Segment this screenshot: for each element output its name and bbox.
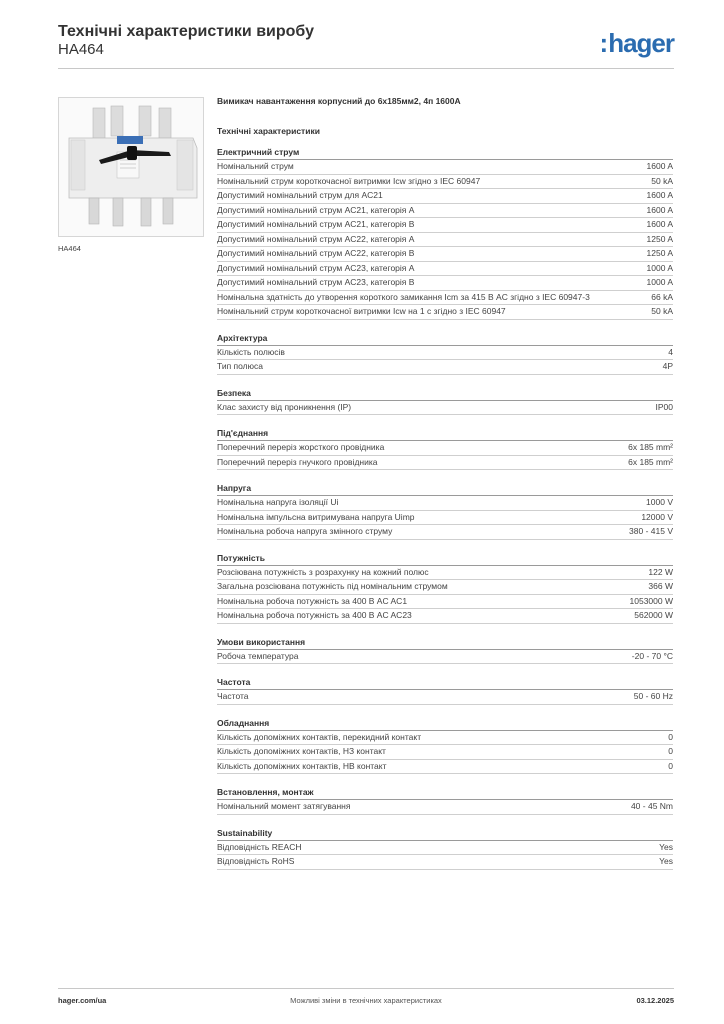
hager-logo: :hager [599, 28, 674, 58]
spec-value: 50 kA [651, 306, 673, 316]
spec-row [217, 841, 673, 856]
spec-row [217, 346, 673, 361]
spec-row [217, 401, 673, 416]
spec-label: Номінальний момент затягування [217, 801, 351, 811]
switch-disconnector-illustration [59, 98, 203, 236]
spec-value: 122 W [648, 566, 673, 577]
section-title: Під'єднання [217, 428, 673, 441]
spec-section [217, 333, 673, 375]
spec-label: Загальна розсіювана потужність під номінальним струмом [217, 581, 448, 591]
spec-value: 66 kA [651, 291, 673, 302]
spec-row [217, 262, 673, 277]
spec-label: Кількість полюсів [217, 346, 285, 357]
spec-label: Номінальна робоча потужність за 400 В AC AC23 [217, 610, 412, 620]
spec-value: IP00 [655, 401, 673, 412]
spec-label: Тип полюса [217, 361, 263, 371]
spec-row [217, 456, 673, 471]
spec-row [217, 276, 673, 291]
spec-row [217, 204, 673, 219]
spec-value: 4 [668, 346, 673, 357]
spec-section [217, 388, 673, 416]
section-title: Електричний струм [217, 147, 673, 160]
spec-value: 1000 A [646, 262, 673, 273]
section-title: Безпека [217, 388, 673, 401]
spec-value: -20 - 70 °C [631, 650, 673, 661]
spec-value: 6x 185 mm² [628, 456, 673, 467]
spec-row [217, 800, 673, 815]
product-code: HA464 [58, 41, 104, 58]
spec-section [217, 483, 673, 540]
header-divider [58, 68, 674, 69]
spec-label: Допустимий номінальний струм AC22, категорія A [217, 233, 415, 244]
section-title: Обладнання [217, 718, 673, 731]
spec-row [217, 247, 673, 262]
spec-label: Допустимий номінальний струм AC22, категорія B [217, 248, 415, 258]
spec-value: 6x 185 mm² [628, 442, 673, 452]
spec-value: 50 - 60 Hz [633, 691, 673, 701]
spec-content [217, 95, 673, 870]
spec-label: Допустимий номінальний струм AC23, категорія A [217, 262, 415, 273]
spec-value: 380 - 415 V [629, 526, 673, 536]
spec-label: Допустимий номінальний струм AC23, категорія B [217, 277, 415, 287]
spec-value: 1600 A [646, 161, 673, 171]
spec-section [217, 787, 673, 815]
section-title: Частота [217, 677, 673, 690]
spec-label: Кількість допоміжних контактів, НЗ контакт [217, 746, 386, 756]
spec-row [217, 189, 673, 204]
spec-label: Номінальна здатність до утворення короткого замикання Icm за 415 В AC згідно з IEC 60947-3 [217, 291, 590, 302]
spec-value: Yes [659, 841, 673, 852]
spec-label: Номінальна імпульсна витримувана напруга Uimp [217, 511, 415, 522]
spec-value: 40 - 45 Nm [630, 801, 673, 811]
product-image [58, 97, 204, 237]
spec-row [217, 233, 673, 248]
spec-value: 0 [668, 760, 673, 771]
spec-value: 1250 A [646, 248, 673, 258]
spec-row [217, 175, 673, 190]
spec-label: Допустимий номінальний струм для AC21 [217, 190, 383, 200]
spec-row [217, 650, 673, 665]
spec-section [217, 828, 673, 870]
spec-row [217, 760, 673, 775]
spec-value: 1053000 W [629, 595, 673, 606]
spec-row [217, 496, 673, 511]
spec-value: 12000 V [641, 511, 673, 522]
spec-row [217, 595, 673, 610]
spec-value: 1000 V [646, 497, 673, 507]
spec-label: Номінальна робоча напруга змінного струму [217, 526, 393, 536]
spec-label: Номінальний струм [217, 161, 294, 171]
section-title: Умови використання [217, 637, 673, 650]
spec-label: Відповідність RoHS [217, 856, 295, 866]
spec-row [217, 731, 673, 746]
spec-label: Допустимий номінальний струм AC21, категорія B [217, 219, 415, 229]
page-title: Технічні характеристики виробу [58, 23, 314, 40]
footer-website: hager.com/ua [58, 996, 107, 1005]
spec-label: Кількість допоміжних контактів, НВ контакт [217, 760, 387, 771]
spec-row [217, 580, 673, 595]
spec-label: Розсіювана потужність з розрахунку на кожний полюс [217, 566, 429, 577]
footer-notice: Можливі зміни в технічних характеристиках [290, 996, 442, 1005]
spec-section [217, 553, 673, 624]
spec-row [217, 745, 673, 760]
spec-label: Поперечний переріз гнучкого провідника [217, 456, 378, 467]
section-title: Встановлення, монтаж [217, 787, 673, 800]
spec-value: 562000 W [634, 610, 673, 620]
spec-row [217, 360, 673, 375]
spec-row [217, 855, 673, 870]
spec-row [217, 305, 673, 320]
spec-row [217, 511, 673, 526]
spec-section [217, 637, 673, 665]
spec-sections [217, 147, 673, 870]
spec-label: Допустимий номінальний струм AC21, категорія A [217, 204, 415, 215]
spec-row [217, 525, 673, 540]
page-header [58, 22, 674, 68]
spec-section [217, 718, 673, 775]
product-title: Вимикач навантаження корпусний до 6х185мм2, 4п 1600А [217, 96, 461, 106]
spec-row [217, 566, 673, 581]
spec-label: Робоча температура [217, 650, 299, 661]
spec-section [217, 147, 673, 320]
spec-label: Частота [217, 691, 249, 701]
spec-label: Номінальний струм короткочасної витримки Icw на 1 с згідно з IEC 60947 [217, 306, 506, 316]
spec-row [217, 609, 673, 624]
spec-label: Номінальний струм короткочасної витримки Icw згідно з IEC 60947 [217, 175, 481, 186]
image-caption: HA464 [58, 244, 81, 253]
section-title: Архітектура [217, 333, 673, 346]
spec-value: 0 [668, 731, 673, 742]
spec-row [217, 441, 673, 456]
footer-divider [58, 988, 674, 989]
spec-label: Клас захисту від проникнення (IP) [217, 401, 352, 412]
spec-section [217, 677, 673, 705]
section-title: Потужність [217, 553, 673, 566]
spec-value: 4P [662, 361, 673, 371]
spec-label: Кількість допоміжних контактів, перекидний контакт [217, 731, 422, 742]
footer-date: 03.12.2025 [636, 996, 674, 1005]
spec-row [217, 160, 673, 175]
spec-label: Поперечний переріз жорсткого провідника [217, 442, 385, 452]
spec-row [217, 291, 673, 306]
spec-label: Відповідність REACH [217, 841, 302, 852]
section-title: Напруга [217, 483, 673, 496]
spec-value: 1600 A [646, 219, 673, 229]
spec-value: 1000 A [646, 277, 673, 287]
spec-value: 366 W [648, 581, 673, 591]
spec-value: Yes [659, 856, 673, 866]
spec-section [217, 428, 673, 470]
spec-value: 1600 A [646, 204, 673, 215]
spec-row [217, 690, 673, 705]
spec-heading: Технічні характеристики [217, 126, 320, 136]
spec-label: Номінальна робоча потужність за 400 В AC AC1 [217, 595, 408, 606]
spec-value: 0 [668, 746, 673, 756]
section-title: Sustainability [217, 828, 673, 841]
spec-label: Номінальна напруга ізоляції Ui [217, 497, 339, 507]
spec-value: 1250 A [646, 233, 673, 244]
spec-value: 1600 A [646, 190, 673, 200]
spec-row [217, 218, 673, 233]
spec-value: 50 kA [651, 175, 673, 186]
